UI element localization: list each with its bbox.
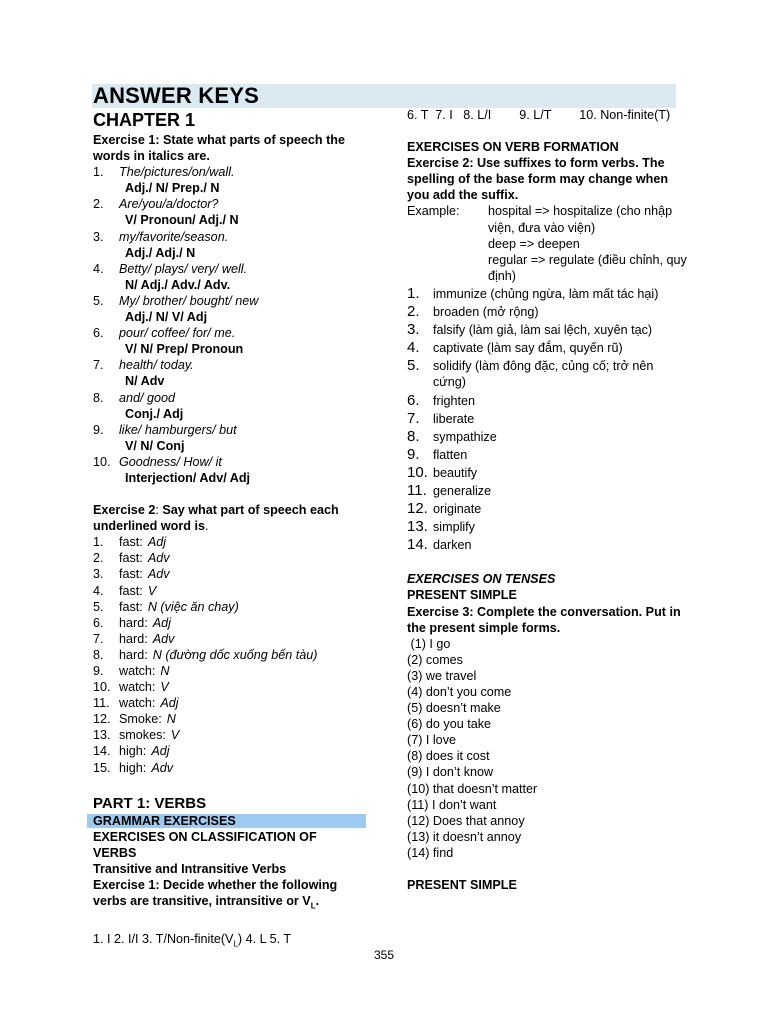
list-item	[93, 647, 363, 663]
list-item	[93, 261, 363, 277]
list-item	[407, 447, 687, 463]
answer-line: (12) Does that annoy	[407, 813, 525, 828]
item-word: watch:	[119, 664, 156, 678]
list-item	[93, 196, 363, 212]
page-number: 355	[373, 948, 395, 962]
item-text: Betty/ plays/ very/ well.	[119, 261, 248, 276]
list-item	[93, 631, 363, 647]
item-number: 2.	[407, 303, 420, 321]
item-number: 11.	[93, 696, 110, 711]
item-text: The/pictures/on/wall.	[119, 165, 235, 180]
exercise1-list	[93, 164, 363, 486]
item-number: 1.	[93, 535, 104, 550]
item-number: 4.	[407, 339, 420, 357]
list-item	[407, 322, 687, 338]
list-item	[93, 550, 363, 566]
item-text: darken	[433, 538, 472, 553]
list-item	[93, 357, 363, 373]
item-word: watch:	[119, 680, 156, 695]
answer-line: (4) don’t you come	[407, 685, 512, 699]
list-item	[407, 501, 687, 517]
verb-answers-list	[407, 286, 687, 553]
answer-line: (13) it doesn’t annoy	[407, 829, 522, 844]
item-number: 10.	[93, 454, 111, 469]
list-item	[93, 566, 363, 582]
answer-line: (3) we travel	[407, 668, 477, 683]
list-item	[407, 393, 687, 409]
item-word: hard:	[119, 615, 148, 630]
item-number: 7.	[407, 409, 420, 427]
item-number: 8.	[407, 427, 420, 445]
item-text: generalize	[433, 483, 492, 498]
part1-exercise1-heading: Exercise 1: Decide whether the following verbs are transitive, intransitive or $V_L$.	[93, 877, 338, 911]
item-pos: Adv	[147, 551, 170, 566]
item-word: hard:	[119, 647, 148, 662]
item-pos: Adj	[160, 696, 179, 711]
item-number: 13.	[93, 728, 111, 743]
item-word: fast:	[119, 551, 143, 566]
item-answer: N/ Adj./ Adv./ Adv.	[125, 277, 231, 292]
item-word: fast:	[119, 583, 143, 598]
item-text: falsify (làm giả, làm sai lệch, xuyên tạc)	[433, 323, 653, 338]
item-number: 5.	[407, 357, 420, 375]
item-text: and/ good	[119, 390, 176, 405]
item-word: watch:	[119, 696, 156, 711]
example-item: deep => deepen	[488, 236, 580, 251]
present-simple-heading-2: PRESENT SIMPLE	[407, 878, 517, 893]
exercise3-answers	[407, 636, 687, 861]
item-answer: V/ N/ Conj	[125, 438, 185, 453]
list-item	[93, 695, 363, 711]
list-item	[93, 293, 363, 309]
list-item	[93, 679, 363, 695]
item-number: 7.	[93, 358, 104, 373]
item-number: 6.	[93, 615, 104, 630]
item-word: high:	[119, 744, 147, 759]
item-text: immunize (chủng ngừa, làm mất tác hại)	[433, 286, 659, 301]
list-item	[93, 422, 363, 438]
answer-line: (6) do you take	[407, 717, 492, 732]
item-text: flatten	[433, 447, 468, 462]
list-item	[93, 325, 363, 341]
item-pos: N	[166, 712, 176, 727]
item-text: like/ hamburgers/ but	[119, 422, 237, 437]
item-word: fast:	[119, 599, 143, 614]
answers-continued: 6. T 7. I 8. L/I 9. L/T 10. Non-finite(T)	[407, 108, 671, 122]
item-answer: Interjection/ Adv/ Adj	[125, 470, 251, 485]
item-number: 10.	[93, 680, 111, 695]
page-title: ANSWER KEYS	[93, 83, 259, 108]
item-text: originate	[433, 502, 482, 517]
answer-line: (1) I go	[407, 636, 451, 651]
list-item	[407, 465, 687, 481]
item-pos: V	[170, 728, 180, 743]
part1-exercise1-answers: 1. I 2. I/I 3. $T/Non-finite(V_L)$ 4. L 5. T	[93, 931, 292, 949]
answer-line: (10) that doesn’t matter	[407, 781, 538, 796]
item-number: 14.	[407, 536, 428, 554]
item-number: 8.	[93, 390, 104, 405]
list-item	[93, 583, 363, 599]
list-item	[93, 164, 363, 180]
item-number: 6.	[93, 326, 104, 341]
item-text: My/ brother/ bought/ new	[119, 293, 259, 308]
example-list	[488, 203, 687, 283]
item-number: 12.	[407, 500, 428, 518]
item-number: 15.	[93, 760, 111, 775]
list-item	[93, 454, 363, 470]
item-pos: Adj	[152, 615, 171, 630]
present-simple-heading: PRESENT SIMPLE	[407, 588, 517, 603]
item-text: beautify	[433, 465, 478, 480]
item-number: 13.	[407, 518, 428, 536]
answer-line: (8) does it cost	[407, 749, 490, 764]
list-item	[93, 663, 363, 679]
item-word: high:	[119, 760, 147, 775]
item-word: Smoke:	[119, 712, 162, 727]
list-item	[407, 304, 687, 320]
item-pos: Adv	[151, 760, 174, 775]
list-item	[407, 429, 687, 445]
item-pos: Adv	[147, 567, 170, 582]
verb-formation-exercise2-heading: Exercise 2: Use suffixes to form verbs. The spelling of the base form may change when you add the suffix.	[407, 156, 669, 203]
item-word: hard:	[119, 631, 148, 646]
item-pos: V	[160, 680, 169, 695]
item-text: captivate (làm say đắm, quyến rũ)	[433, 341, 623, 356]
item-text: health/ today.	[119, 358, 194, 373]
list-item	[93, 534, 363, 550]
answer-line: (2) comes	[407, 652, 463, 667]
answer-line: (5) doesn’t make	[407, 701, 501, 716]
item-number: 1.	[407, 284, 420, 302]
answer-line: (9) I don’t know	[407, 765, 494, 780]
item-number: 12.	[93, 712, 111, 727]
item-number: 3.	[93, 567, 104, 582]
item-text: solidify (làm đông đặc, củng cố; trở nên cứng)	[433, 359, 654, 390]
item-text: frighten	[433, 393, 476, 408]
item-text: simplify	[433, 520, 475, 535]
item-text: pour/ coffee/ for/ me.	[119, 326, 236, 341]
example-item: regular => regulate (điều chỉnh, quy định)	[488, 252, 687, 283]
item-text: liberate	[433, 411, 475, 426]
item-number: 9.	[93, 664, 104, 678]
item-answer: Adj./ Adj./ N	[125, 245, 196, 260]
item-word: fast:	[119, 535, 143, 550]
list-item	[407, 519, 687, 535]
item-number: 4.	[93, 583, 104, 598]
item-pos: V	[147, 583, 157, 598]
item-pos: Adj	[151, 744, 170, 759]
item-answer: Conj./ Adj	[125, 406, 184, 421]
item-pos: N (đường dốc xuống bến tàu)	[152, 647, 318, 662]
item-answer: V/ N/ Prep/ Pronoun	[125, 342, 244, 357]
transitive-heading: Transitive and Intransitive Verbs	[93, 861, 287, 876]
verb-formation-heading: EXERCISES ON VERB FORMATION	[407, 140, 619, 155]
list-item	[93, 599, 363, 615]
list-item	[93, 390, 363, 406]
example-item: hospital => hospitalize (cho nhập viện, đưa vào viện)	[488, 204, 673, 235]
part1-title: PART 1: VERBS	[93, 794, 207, 812]
list-item	[93, 615, 363, 631]
exercise3-heading: Exercise 3: Complete the conversation. Put in the present simple forms.	[407, 604, 681, 635]
item-number: 5.	[93, 293, 104, 308]
item-number: 3.	[407, 321, 420, 339]
item-text: sympathize	[433, 429, 497, 444]
classification-heading: EXERCISES ON CLASSIFICATION OF VERBS	[93, 829, 317, 860]
chapter-heading: CHAPTER 1	[93, 110, 196, 130]
exercise2-list	[93, 534, 363, 775]
item-number: 7.	[93, 631, 104, 646]
item-number: 11.	[407, 481, 427, 499]
exercise1-heading: Exercise 1: State what parts of speech the words in italics are.	[93, 133, 345, 164]
exercise2-heading: Exercise 2: Say what part of speech each underlined word is.	[93, 503, 339, 534]
item-number: 6.	[407, 391, 420, 409]
item-number: 14.	[93, 744, 111, 759]
answer-line: (14) find	[407, 845, 454, 860]
item-number: 3.	[93, 229, 104, 244]
right-column	[407, 107, 687, 893]
item-pos: Adj	[147, 535, 167, 550]
item-word: fast:	[119, 567, 143, 582]
list-item	[407, 411, 687, 427]
item-answer: Adj./ N/ V/ Adj	[125, 310, 208, 325]
item-word: smokes:	[119, 728, 166, 743]
list-item	[407, 537, 687, 553]
item-number: 1.	[93, 165, 104, 180]
list-item	[93, 711, 363, 727]
item-text: broaden (mở rộng)	[433, 305, 539, 320]
list-item	[93, 760, 363, 776]
item-number: 5.	[93, 599, 104, 614]
item-answer: N/ Adv	[125, 374, 165, 389]
example-block	[407, 203, 687, 283]
list-item	[407, 340, 687, 356]
tenses-heading: EXERCISES ON TENSES	[407, 572, 556, 587]
item-number: 8.	[93, 647, 104, 662]
item-number: 9.	[407, 445, 420, 463]
left-column	[93, 132, 363, 952]
item-pos: N (việc ăn chay)	[147, 599, 239, 614]
item-pos: Adv	[152, 631, 175, 646]
item-pos: N	[160, 664, 170, 678]
item-number: 2.	[93, 551, 104, 566]
answer-line: (11) I don’t want	[407, 797, 497, 812]
list-item	[407, 286, 687, 302]
list-item	[93, 229, 363, 245]
item-number: 10.	[407, 463, 428, 481]
item-text: Are/you/a/doctor?	[119, 197, 219, 212]
item-answer: Adj./ N/ Prep./ N	[125, 181, 220, 196]
list-item	[407, 358, 687, 390]
list-item	[407, 483, 687, 499]
item-number: 4.	[93, 261, 104, 276]
item-number: 2.	[93, 197, 104, 212]
item-text: my/favorite/season.	[119, 229, 229, 244]
example-label: Example:	[407, 204, 460, 219]
list-item	[93, 727, 363, 743]
item-number: 9.	[93, 422, 104, 437]
item-answer: V/ Pronoun/ Adj./ N	[125, 213, 239, 228]
grammar-exercises-band: GRAMMAR EXERCISES	[87, 814, 366, 828]
item-text: Goodness/ How/ it	[119, 454, 222, 469]
list-item	[93, 743, 363, 759]
answer-line: (7) I love	[407, 733, 456, 748]
